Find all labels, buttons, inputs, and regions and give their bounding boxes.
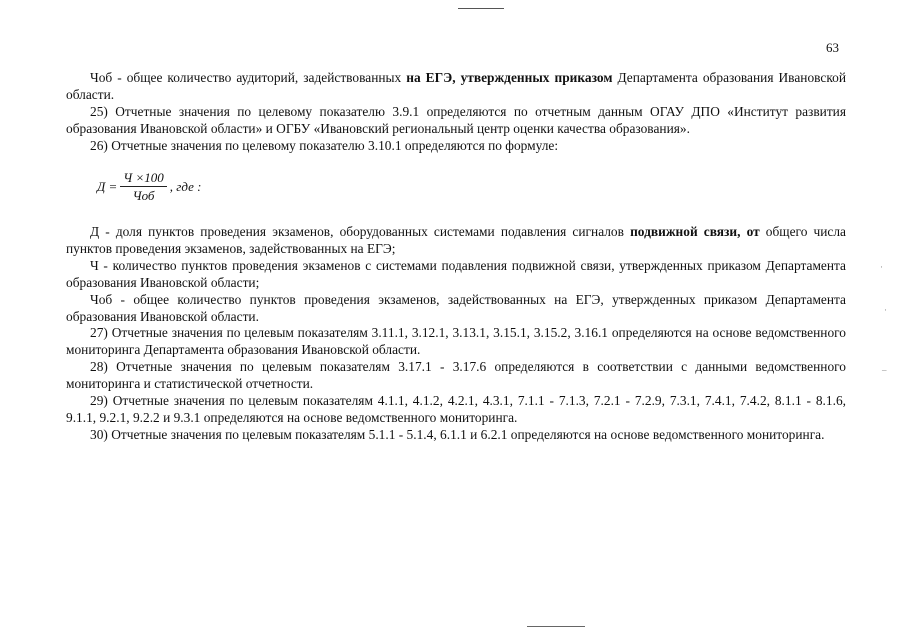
bottom-text-block: [66, 224, 846, 444]
paragraph-25: 25) Отчетные значения по целевому показателю 3.9.1 определяются по отчетным данным ОГАУ ДПО «Институт развития образования Ивановской области» и ОГБУ «Ивановский региональный центр оценки качества образования».: [66, 103, 846, 136]
formula: [97, 170, 201, 203]
formula-lhs: Д =: [97, 178, 118, 194]
top-text-block: [66, 70, 846, 155]
formula-denominator: Чоб: [132, 188, 155, 203]
formula-fraction: [120, 170, 166, 203]
paragraph-chob-definition: Чоб - общее количество пунктов проведения экзаменов, задействованных на ЕГЭ, утвержденных приказом Департамента образования Ивановской области.: [66, 291, 846, 324]
paragraph-27: 27) Отчетные значения по целевым показателям 3.11.1, 3.12.1, 3.13.1, 3.15.1, 3.15.2, 3.16.1 определяются на основе ведомственного мониторинга Департамента образования Ивановской области.: [66, 325, 846, 358]
top-divider: [458, 8, 504, 9]
scan-mark: ·: [880, 262, 883, 272]
paragraph-ch-definition: Ч - количество пунктов проведения экзаменов с системами подавления подвижной связи, утвержденных приказом Департамента образования Ивановской области;: [66, 257, 846, 290]
paragraph-26: 26) Отчетные значения по целевому показателю 3.10.1 определяются по формуле:: [90, 137, 559, 153]
page-number: 63: [826, 40, 839, 55]
paragraph-30: 30) Отчетные значения по целевым показателям 5.1.1 - 5.1.4, 6.1.1 и 6.2.1 определяются на основе ведомственного мониторинга.: [90, 426, 825, 442]
paragraph-choб-auditories: Чоб - общее количество аудиторий, задействованных на ЕГЭ, утвержденных приказом Департамента образования Ивановской области.: [66, 70, 847, 102]
paragraph-29: 29) Отчетные значения по целевым показателям 4.1.1, 4.1.2, 4.2.1, 4.3.1, 7.1.1 - 7.1.3, 7.2.1 - 7.2.9, 7.3.1, 7.4.1, 7.4.2, 8.1.1 - 8.1.6, 9.1.1, 9.2.1, 9.2.2 и 9.3.1 определяются на основе ведомственного мониторинга.: [66, 393, 846, 425]
formula-numerator: Ч ×100: [120, 170, 166, 187]
paragraph-d-definition: Д - доля пунктов проведения экзаменов, оборудованных системами подавления сигналов подвижной связи, от общего числа пунктов проведения экзаменов, задействованных на ЕГЭ;: [66, 224, 846, 256]
scan-mark: ·: [884, 305, 887, 315]
bottom-divider: [527, 626, 585, 627]
scan-mark: –: [882, 365, 887, 375]
paragraph-28: 28) Отчетные значения по целевым показателям 3.17.1 - 3.17.6 определяются в соответствии с данными ведомственного мониторинга и статистической отчетности.: [66, 359, 846, 392]
formula-suffix: , где :: [169, 178, 202, 194]
